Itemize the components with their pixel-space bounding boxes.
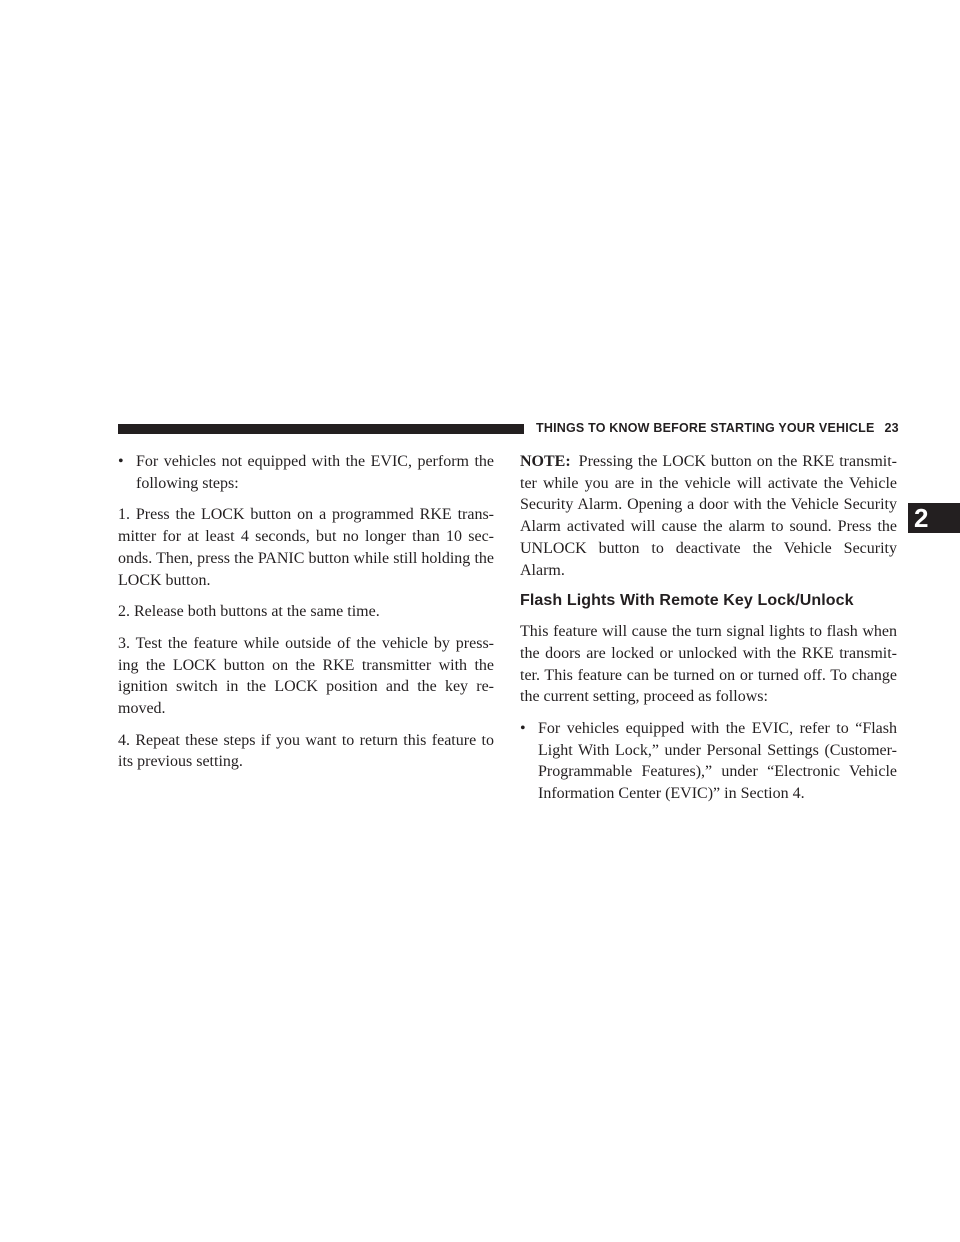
step-1: 1. Press the LOCK button on a programmed RKE trans-mitter for at least 4 seconds, but no longer than 10 sec-onds. Then, press the PANIC button while still holding the LOCK button. — [118, 506, 494, 589]
page-number: 23 — [884, 421, 899, 435]
step-3: 3. Test the feature while outside of the vehicle by press-ing the LOCK button on the RKE transmitter with the ignition switch in the LOCK position and the key re-moved. — [118, 634, 494, 718]
bullet-dot: • — [118, 453, 124, 470]
note-label: NOTE: — [520, 453, 571, 470]
bullet-text: For vehicles not equipped with the EVIC, perform the following steps: — [136, 453, 494, 492]
note-paragraph — [520, 451, 897, 581]
bullet-item — [118, 451, 494, 494]
section-heading: Flash Lights With Remote Key Lock/Unlock — [520, 592, 854, 610]
step-2: 2. Release both buttons at the same time. — [118, 603, 380, 621]
header-rule — [118, 424, 524, 434]
running-header — [536, 421, 908, 435]
bullet-dot: • — [520, 720, 526, 738]
section-tab: 2 — [908, 503, 960, 533]
feature-paragraph: This feature will cause the turn signal lights to flash when the doors are locked or unlocked with the RKE transmit-ter. This feature can be turned on or turned off. To change the current setting, proceed as follows: — [520, 623, 897, 706]
header-title: THINGS TO KNOW BEFORE STARTING YOUR VEHICLE — [536, 421, 875, 435]
note-text: Pressing the LOCK button on the RKE transmit-ter while you are in the vehicle will activate the Vehicle Security Alarm. Opening a door with the Vehicle Security Alarm activated will cause the alarm to sound. Press the UNLOCK button to deactivate the Vehicle Security Alarm. — [520, 453, 897, 579]
step-4: 4. Repeat these steps if you want to return this feature to its previous setting. — [118, 731, 494, 771]
bullet-text: For vehicles equipped with the EVIC, refer to “Flash Light With Lock,” under Personal Settings (Customer-Programmable Features),” under “Electronic Vehicle Information Center (EVIC)” in Section 4. — [538, 720, 897, 803]
left-column — [118, 451, 494, 783]
bullet-item — [520, 718, 897, 805]
right-column — [520, 451, 897, 815]
